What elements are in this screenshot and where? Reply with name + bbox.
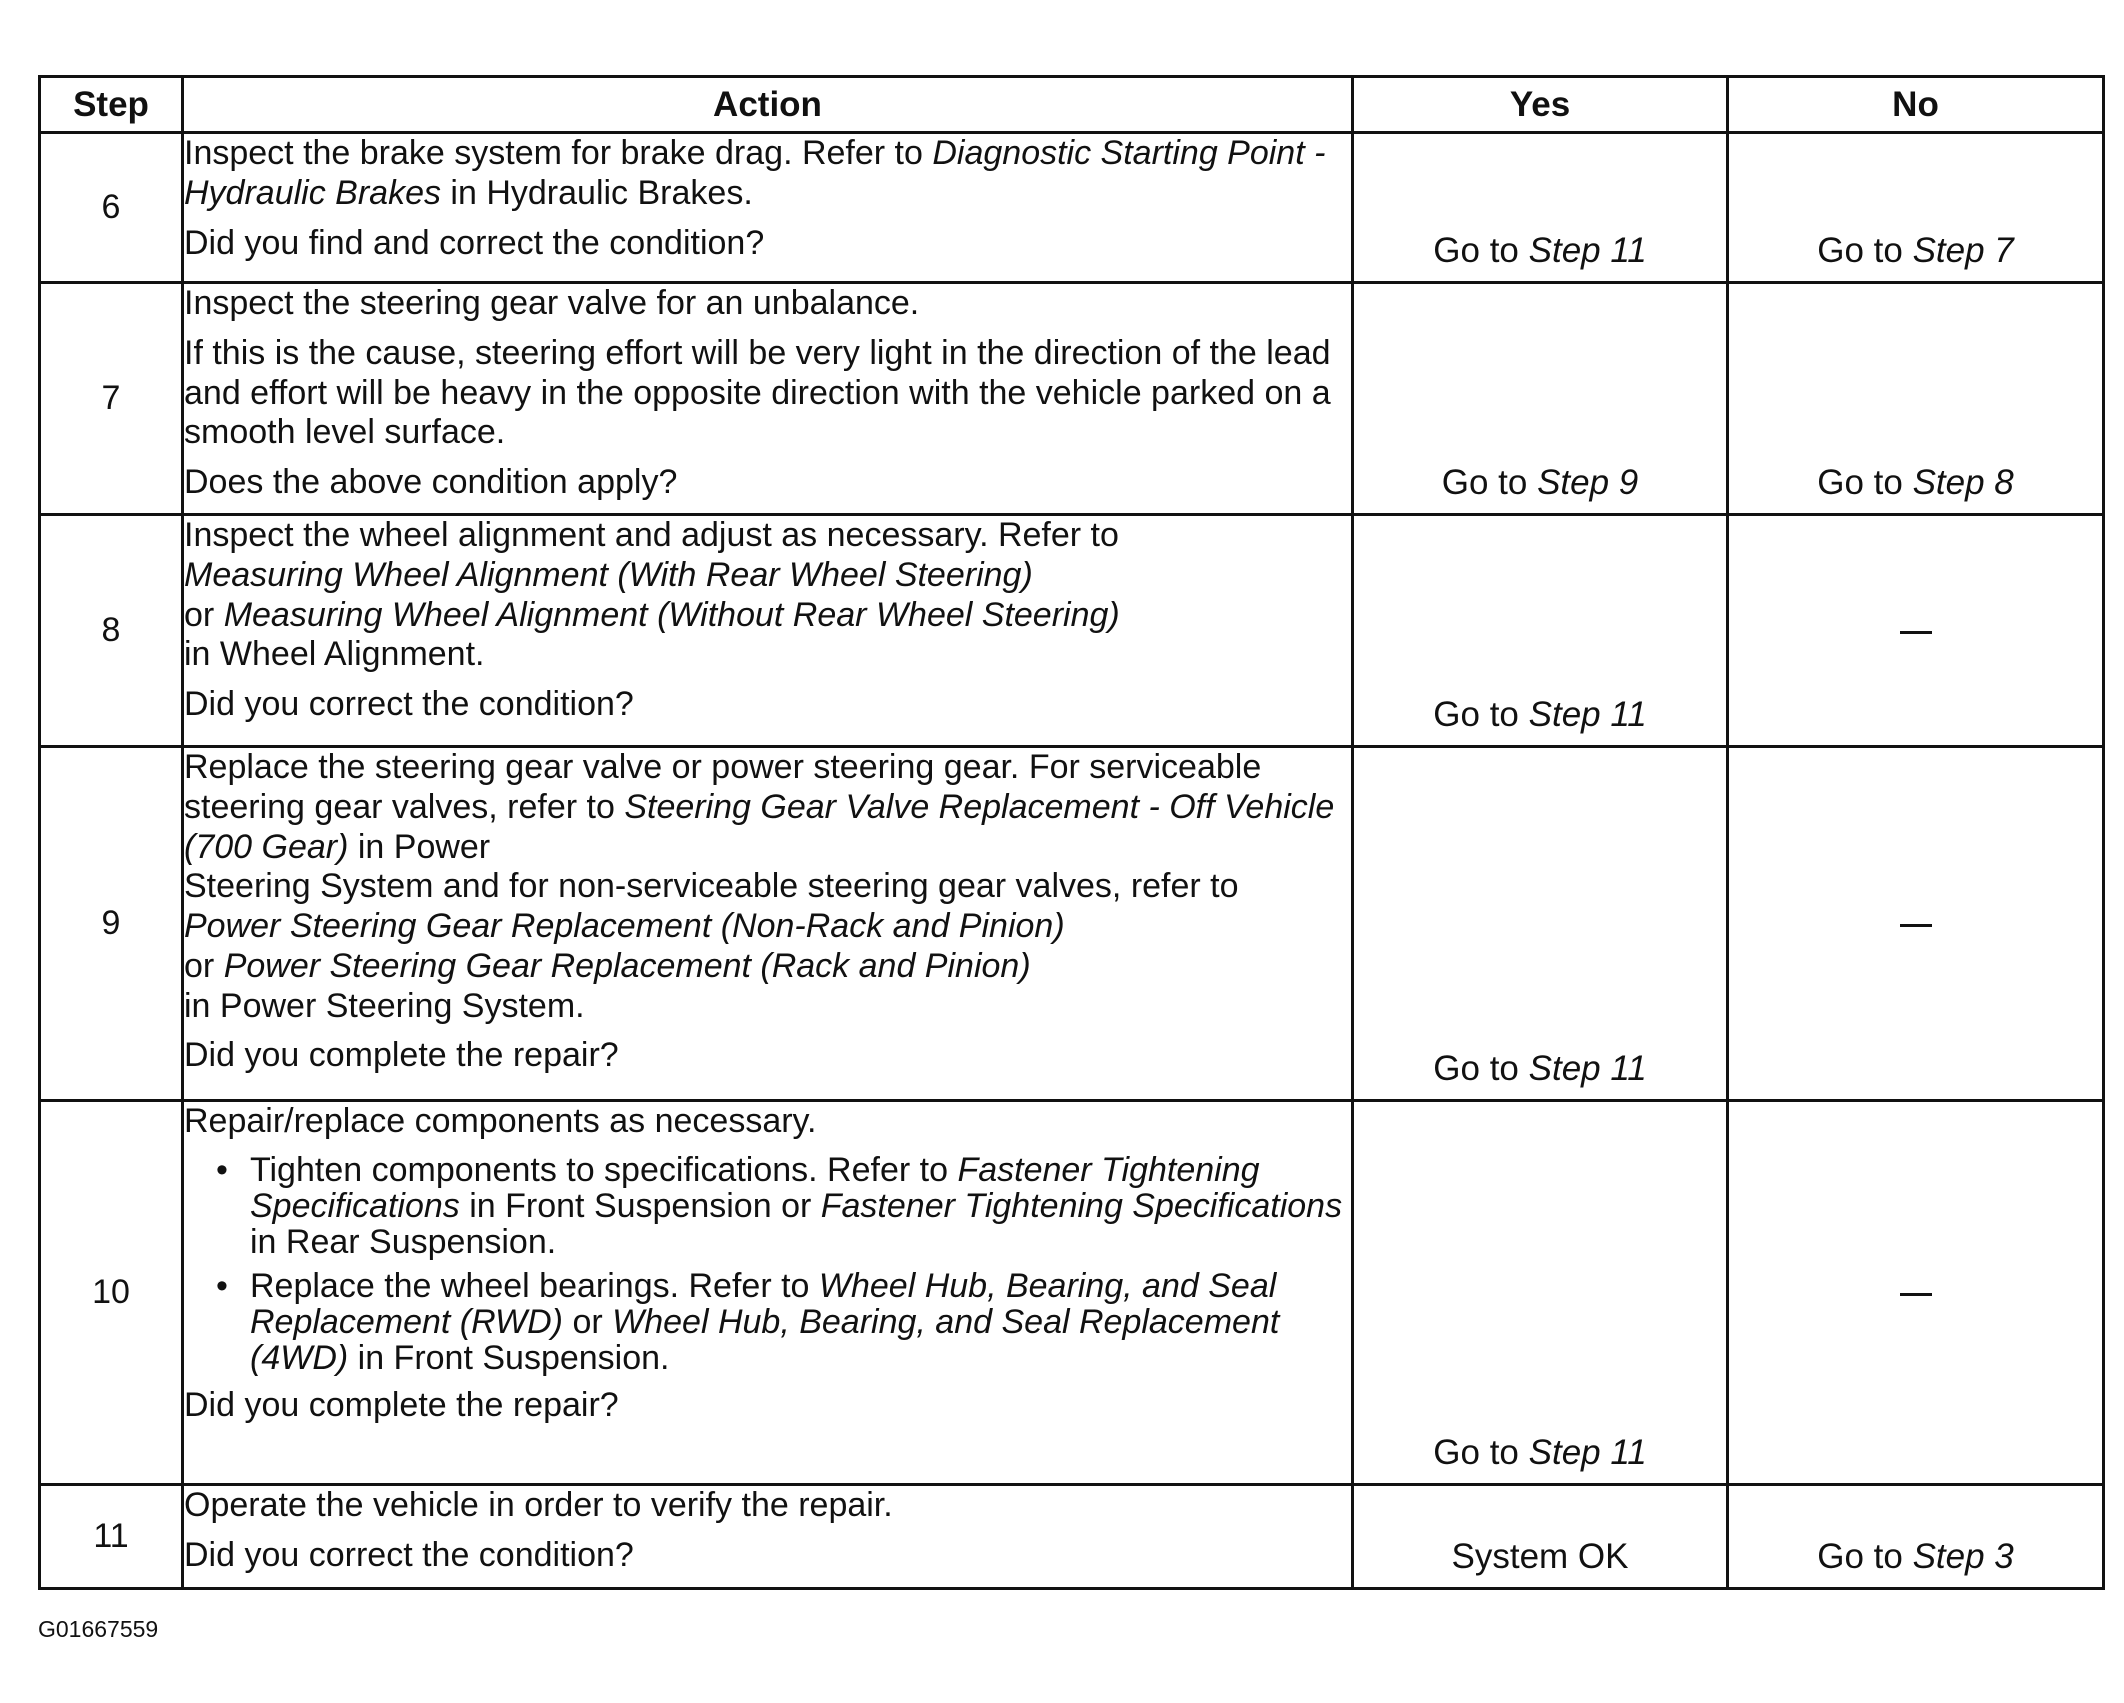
step-number: 10 xyxy=(40,1101,183,1485)
question-text: Did you complete the repair? xyxy=(184,1036,619,1075)
header-action: Action xyxy=(183,77,1353,133)
yes-cell xyxy=(1353,515,1728,747)
result-prefix: Go to xyxy=(1441,463,1538,502)
bullet-list xyxy=(184,1152,1351,1376)
step-reference: Step 11 xyxy=(1528,1433,1647,1472)
reference-link: Fastener Tightening Specifications xyxy=(820,1186,1343,1225)
reference-link: Steering Gear Valve Replacement - Off Vehicle (700 Gear) xyxy=(184,787,1335,866)
result-prefix: Go to xyxy=(1817,463,1913,502)
result-prefix: Go to xyxy=(1433,231,1529,270)
step-reference: Step 8 xyxy=(1912,463,2014,502)
header-no: No xyxy=(1728,77,2104,133)
reference-link: Power Steering Gear Replacement (Non-Rack and Pinion) xyxy=(184,907,1065,946)
yes-cell xyxy=(1353,1485,1728,1589)
no-result xyxy=(1729,463,2102,503)
header-yes: Yes xyxy=(1353,77,1728,133)
em-dash-placeholder xyxy=(1729,1273,2102,1313)
step-reference: Step 3 xyxy=(1912,1537,2014,1576)
text-span: in Rear Suspension. xyxy=(250,1222,557,1261)
bullet-item xyxy=(250,1268,1351,1376)
reference-link: Measuring Wheel Alignment (Without Rear Wheel Steering) xyxy=(223,595,1120,634)
step-reference: Step 11 xyxy=(1528,695,1647,734)
text-span: or xyxy=(184,595,224,634)
action-cell xyxy=(183,1485,1353,1589)
reference-link: Wheel Hub, Bearing, and Seal Replacement (4WD) xyxy=(250,1302,1280,1377)
text-span: in Power xyxy=(348,827,491,866)
table-row-step-9 xyxy=(40,747,2104,1101)
text-span: or xyxy=(563,1302,613,1341)
yes-result xyxy=(1354,1049,1726,1089)
header-step: Step xyxy=(40,77,183,133)
text-span: Replace the steering gear valve or power steering gear. For serviceable steering gear valves, refer to xyxy=(184,748,1262,826)
table-row-step-8 xyxy=(40,515,2104,747)
text-span: or xyxy=(184,946,224,985)
question-text: Did you find and correct the condition? xyxy=(184,223,765,262)
result-prefix: Go to xyxy=(1433,695,1529,734)
yes-result xyxy=(1354,695,1726,735)
header-row xyxy=(40,77,2104,133)
step-number: 8 xyxy=(40,515,183,747)
result-prefix: Go to xyxy=(1817,1537,1913,1576)
no-cell xyxy=(1728,1485,2104,1589)
bullet-item xyxy=(250,1152,1351,1260)
text-span: Inspect the wheel alignment and adjust as necessary. Refer to xyxy=(184,516,1119,554)
step-number: 11 xyxy=(40,1485,183,1589)
step-reference: Step 11 xyxy=(1528,1049,1647,1088)
no-result xyxy=(1729,231,2102,271)
yes-cell xyxy=(1353,1101,1728,1485)
no-cell xyxy=(1728,515,2104,747)
step-number: 7 xyxy=(40,283,183,515)
yes-result: System OK xyxy=(1451,1537,1629,1576)
question-text: Did you correct the condition? xyxy=(184,685,634,724)
text-span: in Wheel Alignment. xyxy=(184,635,485,674)
text-span: in Front Suspension or xyxy=(459,1186,821,1225)
no-result xyxy=(1729,1537,2102,1577)
yes-cell xyxy=(1353,283,1728,515)
table-row-step-7 xyxy=(40,283,2104,515)
text-span: in Front Suspension. xyxy=(348,1338,670,1377)
reference-link: Measuring Wheel Alignment (With Rear Wheel Steering) xyxy=(184,555,1033,594)
table-row-step-11 xyxy=(40,1485,2104,1589)
action-text: Inspect the steering gear valve for an unbalance. xyxy=(184,284,920,322)
action-text: Operate the vehicle in order to verify the repair. xyxy=(184,1486,893,1524)
yes-result xyxy=(1354,231,1726,271)
action-cell xyxy=(183,515,1353,747)
text-span: in Power Steering System. xyxy=(184,986,585,1025)
reference-link: Power Steering Gear Replacement (Rack and Pinion) xyxy=(223,946,1031,985)
em-dash-placeholder xyxy=(1729,611,2102,651)
text-span: Inspect the brake system for brake drag. Refer to xyxy=(184,134,933,172)
text-span: Replace the wheel bearings. Refer to xyxy=(250,1266,819,1305)
question-text: Did you correct the condition? xyxy=(184,1535,634,1574)
action-cell xyxy=(183,133,1353,283)
step-reference: Step 11 xyxy=(1528,231,1647,270)
step-reference: Step 9 xyxy=(1537,463,1639,502)
step-reference: Step 7 xyxy=(1912,231,2014,270)
no-cell xyxy=(1728,283,2104,515)
action-text xyxy=(184,134,1351,214)
step-number: 9 xyxy=(40,747,183,1101)
action-text xyxy=(184,748,1351,1026)
action-cell xyxy=(183,283,1353,515)
yes-cell xyxy=(1353,747,1728,1101)
reference-link: Diagnostic Starting Point - Hydraulic Brakes xyxy=(184,134,1326,212)
yes-result xyxy=(1354,1433,1726,1473)
reference-link: Wheel Hub, Bearing, and Seal Replacement (RWD) xyxy=(250,1266,1277,1341)
no-cell xyxy=(1728,133,2104,283)
question-text: Did you complete the repair? xyxy=(184,1385,619,1424)
no-cell xyxy=(1728,1101,2104,1485)
text-span: in Hydraulic Brakes. xyxy=(440,173,753,212)
text-span: Tighten components to specifications. Refer to xyxy=(250,1150,958,1189)
table-row-step-6 xyxy=(40,133,2104,283)
no-cell xyxy=(1728,747,2104,1101)
diagnostic-table xyxy=(38,75,2105,1590)
action-text: If this is the cause, steering effort will be very light in the direction of the lead and effort will be heavy in the opposite direction with the vehicle parked on a smooth level surface. xyxy=(184,333,1331,452)
result-prefix: Go to xyxy=(1817,231,1913,270)
question-text: Does the above condition apply? xyxy=(184,463,678,502)
yes-cell xyxy=(1353,133,1728,283)
action-text xyxy=(184,516,1351,675)
result-prefix: Go to xyxy=(1433,1049,1529,1088)
em-dash-placeholder xyxy=(1729,904,2102,944)
result-prefix: Go to xyxy=(1433,1433,1529,1472)
reference-link: Fastener Tightening Specifications xyxy=(250,1150,1260,1225)
action-cell xyxy=(183,1101,1353,1485)
step-number: 6 xyxy=(40,133,183,283)
action-cell xyxy=(183,747,1353,1101)
action-text: Repair/replace components as necessary. xyxy=(184,1102,817,1140)
text-span: Steering System and for non-serviceable steering gear valves, refer to xyxy=(184,867,1239,906)
yes-result xyxy=(1354,463,1726,503)
figure-id: G01667559 xyxy=(38,1616,159,1642)
table-row-step-10 xyxy=(40,1101,2104,1485)
